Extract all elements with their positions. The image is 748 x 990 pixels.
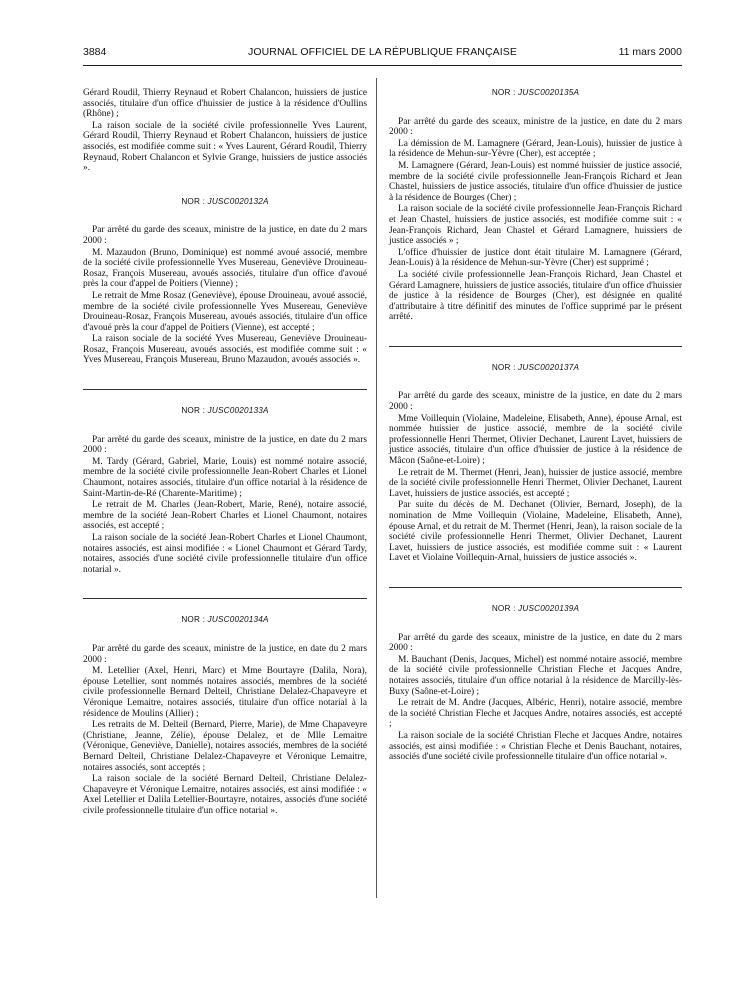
decree-paragraph: La raison sociale de la société Yves Musereau, Geneviève Drouineau-Rosaz, François Musereau, avoués associés, est modifiée comme suit : « Yves Musereau, François Musereau, Bruno Mazaudon, avoués associés ».	[83, 334, 367, 366]
header-rule	[83, 65, 682, 66]
decree-paragraph: La société civile professionnelle Jean-François Richard, Jean Chastel et Gérard Lamagnere, huissiers de justice associés, titulaire d'un office d'huissier de justice à la résidence de Bourges (Cher), est désignée en qualité d'attributaire à titre définitif des minutes de l'office supprimé par le présent arrêté.	[389, 269, 682, 323]
decree-paragraph: M. Lamagnere (Gérard, Jean-Louis) est nommé huissier de justice associé, membre de la société civile professionnelle Jean-François Richard et Jean Chastel, huissiers de justice associés, titulaire d'un office d'huissier de justice à la résidence de Bourges (Cher) ;	[389, 160, 682, 203]
decree-paragraph: Par suite du décès de M. Dechanet (Olivier, Bernard, Joseph), de la nomination de Mme Voillequin (Violaine, Madeleine, Elisabeth, Anne), épouse Arnal, et du retrait de M. Thermet (Henri, Jean), la raison sociale de la société civile professionnelle Henri Thermet, Olivier Dechanet, Laurent Lavet, huissiers de justice associés, est modifiée comme suit : « Laurent Lavet et Violaine Voillequin-Arnal, huissiers de justice associés ».	[389, 500, 682, 564]
decree-paragraph: Par arrêté du garde des sceaux, ministre de la justice, en date du 2 mars 2000 :	[83, 434, 367, 456]
column-divider	[376, 78, 377, 898]
decree-section-0132	[83, 197, 367, 366]
journal-title: JOURNAL OFFICIEL DE LA RÉPUBLIQUE FRANÇAISE	[248, 46, 517, 58]
decree-paragraph: Mme Voillequin (Violaine, Madeleine, Elisabeth, Anne), épouse Arnal, est nommée huissier de justice associé, membre de la société civile professionnelle Henri Thermet, Olivier Dechanet, Laurent Lavet, huissiers de justice associés, titulaire d'un office d'huissier de justice à la résidence de Mâcon (Saône-et-Loire) ;	[389, 413, 682, 467]
decree-paragraph: M. Tardy (Gérard, Gabriel, Marie, Louis) est nommé notaire associé, membre de la société civile professionnelle Jean-Robert Charles et Lionel Chaumont, notaires associés, titulaire d'un office notarial à la résidence de Saint-Martin-de-Ré (Charente-Maritime) ;	[83, 456, 367, 499]
nor-reference	[389, 604, 682, 615]
nor-prefix: NOR :	[491, 603, 516, 613]
nor-prefix: NOR :	[181, 615, 206, 625]
nor-code: JUSC0020135A	[518, 88, 580, 97]
decree-section-0139	[389, 604, 682, 763]
section-separator	[83, 389, 367, 390]
decree-paragraph: M. Mazaudon (Bruno, Dominique) est nommé avoué associé, membre de la société civile professionnelle Yves Musereau, Geneviève Drouineau-Rosaz, François Musereau, avoués associés, titulaire d'un office d'avoué près la cour d'appel de Poitiers (Vienne) ;	[83, 247, 367, 290]
right-column	[389, 88, 682, 764]
issue-date: 11 mars 2000	[618, 46, 682, 58]
nor-code: JUSC0020132A	[207, 196, 269, 206]
decree-paragraph: Par arrêté du garde des sceaux, ministre de la justice, en date du 2 mars 2000 :	[389, 391, 682, 413]
nor-reference	[83, 615, 367, 626]
decree-paragraph: Par arrêté du garde des sceaux, ministre de la justice, en date du 2 mars 2000 :	[83, 643, 367, 665]
decree-paragraph: Le retrait de Mme Rosaz (Geneviève), épouse Drouineau, avoué associé, membre de la société civile professionnelle Yves Musereau, Geneviève Drouineau-Rosaz, François Musereau, avoués associés, titulaire d'un office d'avoué près la cour d'appel de Poitiers (Vienne), est accepté ;	[83, 290, 367, 333]
nor-code: JUSC0020137A	[518, 362, 580, 372]
decree-paragraph: Par arrêté du garde des sceaux, ministre de la justice, en date du 2 mars 2000 :	[83, 225, 367, 246]
decree-paragraph: La démission de M. Lamagnere (Gérard, Jean-Louis), huissier de justice à la résidence de Mehun-sur-Yèvre (Cher), est acceptée ;	[389, 138, 682, 160]
decree-section-0133	[83, 406, 367, 575]
page-header	[83, 46, 682, 62]
left-column	[83, 88, 367, 817]
nor-reference	[389, 88, 682, 99]
decree-paragraph: M. Bauchant (Denis, Jacques, Michel) est nommé notaire associé, membre de la société civile professionnelle Christian Fleche et Jacques Andre, notaires associés, titulaire d'un office notarial à la résidence de Marcilly-lès-Buxy (Saône-et-Loire) ;	[389, 654, 682, 697]
nor-prefix: NOR :	[181, 406, 206, 416]
decree-paragraph: L'office d'huissier de justice dont était titulaire M. Lamagnere (Gérard, Jean-Louis) à la résidence de Mehun-sur-Yèvre (Cher) est supprimé ;	[389, 247, 682, 269]
nor-prefix: NOR :	[491, 88, 516, 97]
decree-paragraph: La raison sociale de la société Bernard Delteil, Christiane Delalez-Chapaveyre et Véronique Lemaitre, notaires associés, est ainsi modifiée : « Axel Letellier et Dalila Letellier-Bourtayre, notaires, associés d'une société civile professionnelle titulaire d'un office notarial ».	[83, 774, 367, 816]
decree-paragraph: Le retrait de M. Andre (Jacques, Albéric, Henri), notaire associé, membre de la société Christian Fleche et Jacques Andre, notaires associés, est accepté ;	[389, 698, 682, 730]
nor-prefix: NOR :	[491, 362, 516, 372]
continuation-paragraph: La raison sociale de la société civile professionnelle Yves Laurent, Gérard Roudil, Thierry Reynaud et Robert Chalancon, huissiers de justice associés, est modifiée comme suit : « Yves Laurent, Gérard Roudil, Thierry Reynaud, Robert Chalancon et Sylvie Grange, huissiers de justice associés ».	[83, 120, 367, 174]
decree-paragraph: Le retrait de M. Thermet (Henri, Jean), huissier de justice associé, membre de la société civile professionnelle Henri Thermet, Olivier Dechanet, Laurent Lavet, huissiers de justice associés, est accepté ;	[389, 467, 682, 499]
decree-paragraph: Par arrêté du garde des sceaux, ministre de la justice, en date du 2 mars 2000 :	[389, 116, 682, 138]
nor-code: JUSC0020133A	[207, 406, 269, 416]
decree-section-0137	[389, 363, 682, 564]
decree-section-0134	[83, 615, 367, 816]
nor-prefix: NOR :	[181, 196, 206, 206]
decree-paragraph: La raison sociale de la société civile professionnelle Jean-François Richard et Jean Chastel, huissiers de justice associés, est modifiée comme suit : « Jean-François Richard, Jean Chastel et Gérard Lamagnere, huissiers de justice associés » ;	[389, 204, 682, 247]
section-separator	[389, 587, 682, 588]
decree-paragraph: Par arrêté du garde des sceaux, ministre de la justice, en date du 2 mars 2000 :	[389, 632, 682, 654]
continuation-paragraph: Gérard Roudil, Thierry Reynaud et Robert Chalancon, huissiers de justice associés, titulaire d'un office d'huissier de justice à la résidence d'Oullins (Rhône) ;	[83, 88, 367, 120]
decree-paragraph: Le retrait de M. Charles (Jean-Robert, Marie, René), notaire associé, membre de la société Jean-Robert Charles et Lionel Chaumont, notaires associés, est accepté ;	[83, 500, 367, 532]
nor-code: JUSC0020139A	[518, 603, 580, 613]
nor-code: JUSC0020134A	[207, 615, 269, 625]
decree-paragraph: La raison sociale de la société Jean-Robert Charles et Lionel Chaumont, notaires associés, est ainsi modifiée : « Lionel Chaumont et Gérard Tardy, notaires, associés d'une société civile professionnelle titulaire d'un office notarial ».	[83, 533, 367, 575]
nor-reference	[389, 363, 682, 374]
section-separator	[389, 346, 682, 347]
nor-reference	[83, 197, 367, 208]
decree-paragraph: Les retraits de M. Delteil (Bernard, Pierre, Marie), de Mme Chapaveyre (Christiane, Jeanne, Zélie), épouse Delalez, et de Mlle Lemaitre (Véronique, Geneviève, Danielle), notaires associés, membres de la société Bernard Delteil, Christiane Delalez-Chapaveyre et Véronique Lemaitre, notaires associés, sont acceptés ;	[83, 720, 367, 773]
decree-paragraph: La raison sociale de la société Christian Fleche et Jacques Andre, notaires associés, est ainsi modifiée : « Christian Fleche et Denis Bauchant, notaires, associés d'une société civile professionnelle titulaire d'un office notarial ».	[389, 730, 682, 763]
nor-reference	[83, 406, 367, 417]
page-number: 3884	[83, 46, 107, 58]
decree-section-0135	[389, 88, 682, 323]
section-separator	[83, 598, 367, 599]
decree-paragraph: M. Letellier (Axel, Henri, Marc) et Mme Bourtayre (Dalila, Nora), épouse Letellier, sont nommés notaires associés, membres de la société civile professionnelle Bernard Delteil, Christiane Delalez-Chapaveyre et Véronique Lemaitre, notaires associés, titulaire d'un office notarial à la résidence de Moulins (Allier) ;	[83, 666, 367, 719]
